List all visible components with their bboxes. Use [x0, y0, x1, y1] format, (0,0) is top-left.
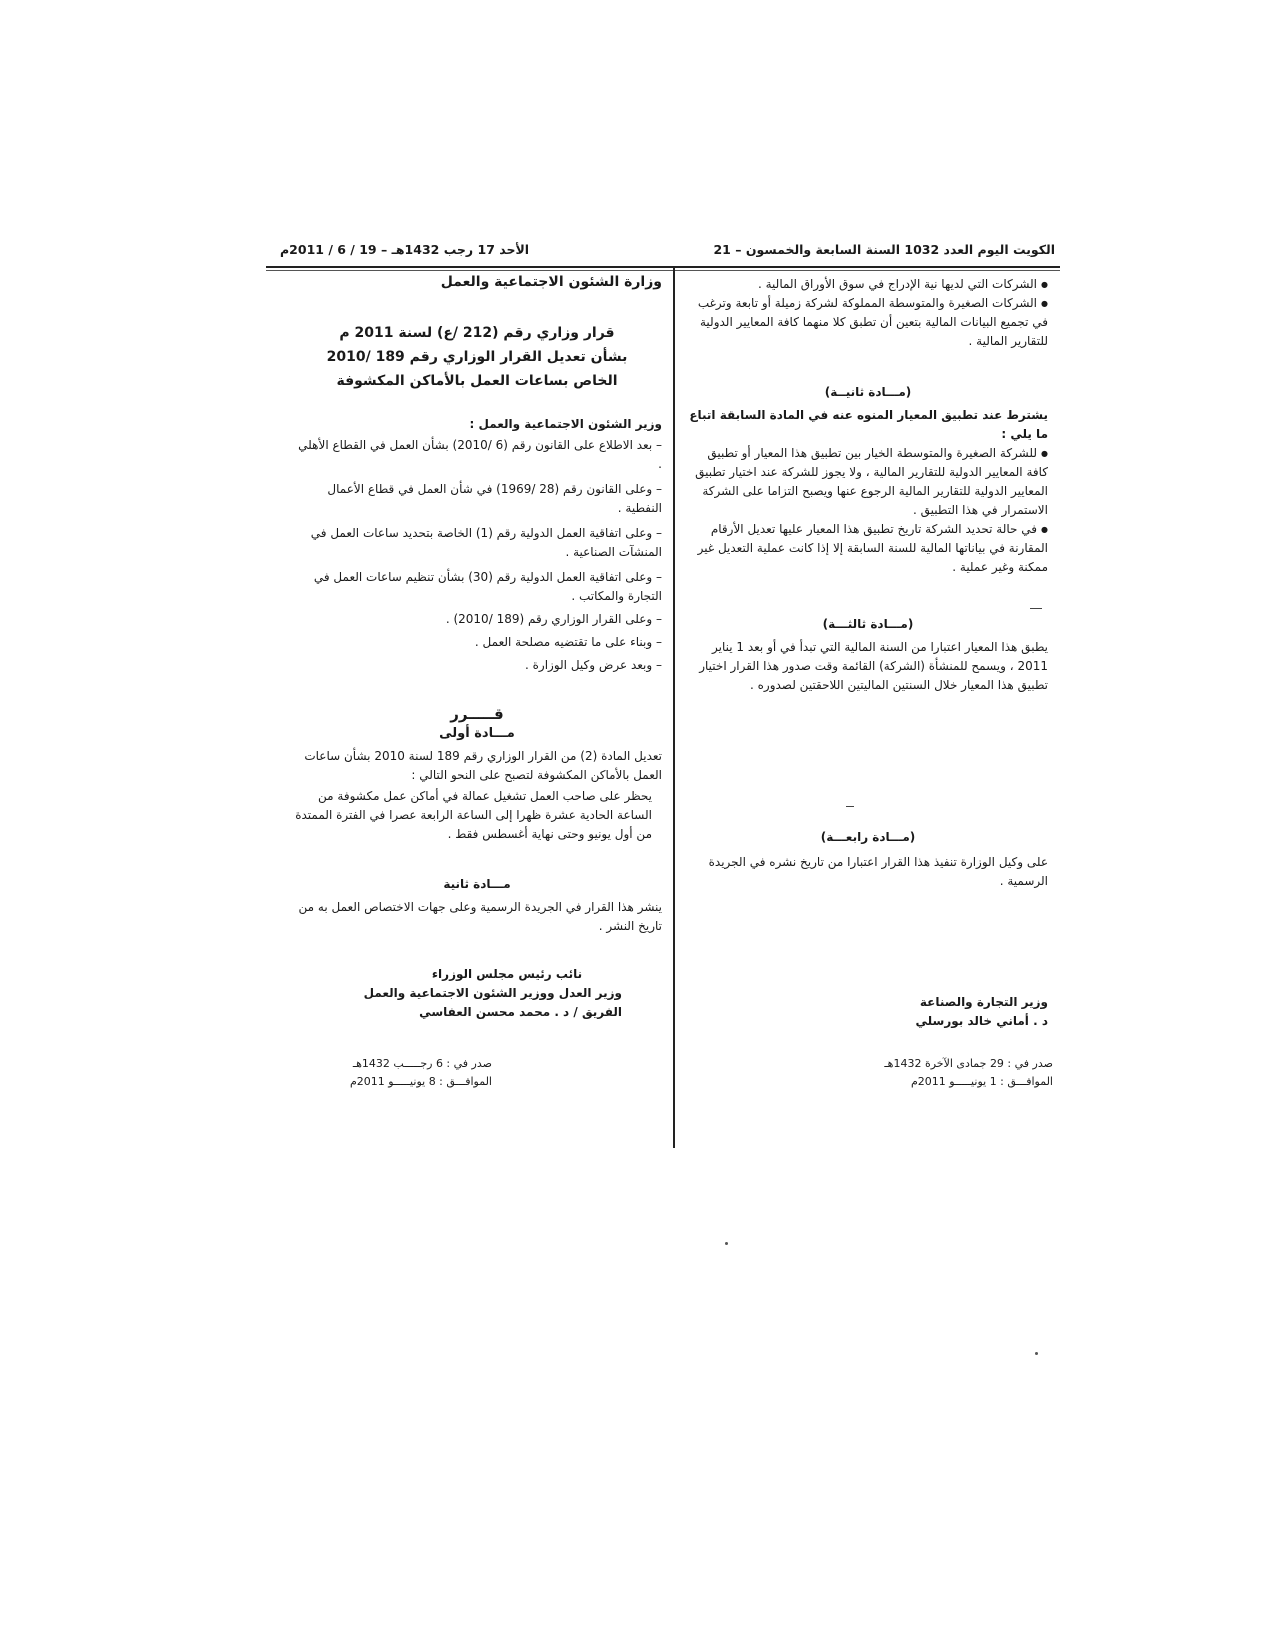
article-text: على وكيل الوزارة تنفيذ هذا القرار اعتبارا من تاريخ نشره في الجريدة الرسمية .: [708, 855, 1048, 888]
article-heading: (مـــادة رابعـــة): [820, 830, 916, 844]
decides-heading: قـــــرر: [450, 705, 504, 723]
article-heading: مـــادة ثانية: [443, 877, 511, 891]
article-bullet-1: ● للشركة الصغيرة والمتوسطة الخيار بين تطبيق هذا المعيار أو تطبيق كافة المعايير الدولية للتقارير المالية ، ولا يجوز للشركة عند اختيار تطبيق المعايير الدولية للتقارير المالية الرجوع عنها ويصبح التزاما على الشركة الاستمرار في هذا التطبيق .: [688, 444, 1048, 520]
right-article-4: [688, 828, 1048, 891]
preamble-item-5: – وعلى القرار الوزاري رقم (189 /2010) .: [445, 612, 662, 626]
minister-intro: وزير الشئون الاجتماعية والعمل :: [469, 417, 662, 431]
right-issued: [853, 1055, 1053, 1091]
ministry-name: وزارة الشئون الاجتماعية والعمل: [440, 274, 662, 290]
scan-mark: [846, 806, 854, 807]
intro-bullet-2: ● الشركات الصغيرة والمتوسطة المملوكة لشركة زميلة أو تابعة وترغب في تجميع البيانات المالية بتعين أن تطبق كلا منهما كافة المعايير الدولية للتقارير المالية .: [688, 294, 1048, 351]
decision-title-line-2: بشأن تعديل القرار الوزاري رقم 189 /2010: [326, 349, 628, 365]
left-issued: [292, 1055, 492, 1091]
signature-title: وزير التجارة والصناعة: [919, 995, 1048, 1009]
issued-line-2: الموافـــق : 1 يونيـــــو 2011م: [910, 1075, 1053, 1088]
preamble-item-3: – وعلى اتفاقية العمل الدولية رقم (1) الخاصة بتحديد ساعات العمل في المنشآت الصناعية .: [310, 526, 662, 559]
issued-line-2: الموافـــق : 8 يونيـــــو 2011م: [349, 1075, 492, 1088]
article-bullet-2: ● في حالة تحديد الشركة تاريخ تطبيق هذا المعيار عليها تعديل الأرقام المقارنة في بياناتها المالية للسنة السابقة إلا إذا كانت عملية التعديل غير ممكنة وغير عملية .: [688, 520, 1048, 577]
decision-title-line-3: الخاص بساعات العمل بالأماكن المكشوفة: [336, 373, 618, 389]
signature-line-1: نائب رئيس مجلس الوزراء: [431, 967, 583, 981]
right-article-2: [688, 383, 1048, 577]
signature-line-2: وزير العدل ووزير الشئون الاجتماعية والعمل: [363, 986, 622, 1000]
decision-title: [292, 321, 662, 393]
header-rule-thin: [266, 270, 1060, 271]
preamble-item-7: – وبعد عرض وكيل الوزارة .: [524, 658, 662, 672]
preamble-item-4: – وعلى اتفاقية العمل الدولية رقم (30) بشأن تنظيم ساعات العمل في التجارة والمكاتب .: [313, 570, 662, 603]
preamble-item-6: – وبناء على ما تقتضيه مصلحة العمل .: [474, 635, 662, 649]
preamble-item-2: – وعلى القانون رقم (28 /1969) في شأن العمل في قطاع الأعمال النفطية .: [327, 482, 662, 515]
column-divider: [673, 268, 675, 1148]
right-article-3: [688, 615, 1048, 695]
decision-title-line-1: قرار وزاري رقم (212 /ع) لسنة 2011 م: [339, 325, 615, 341]
article-quote: يحظر على صاحب العمل تشغيل عمالة في أماكن عمل مكشوفة من الساعة الحادية عشرة ظهرا إلى الساعة الرابعة عصرا في الفترة الممتدة من أول يونيو وحتى نهاية أغسطس فقط .: [295, 789, 652, 841]
scan-mark: [1030, 608, 1042, 609]
intro-bullets: [688, 275, 1048, 351]
intro-bullet-1: ● الشركات التي لديها نية الإدراج في سوق الأوراق المالية .: [688, 275, 1048, 294]
left-article-1: [292, 705, 662, 844]
article-intro: يشترط عند تطبيق المعيار المنوه عنه في المادة السابقة اتباع ما يلي :: [689, 408, 1048, 441]
scan-speck: [725, 1242, 728, 1245]
scan-speck: [1035, 1352, 1038, 1355]
article-heading: (مـــادة ثالثـــة): [822, 617, 914, 631]
issue-title: الكويت اليوم العدد 1032 السنة السابعة والخمسون – 21: [713, 242, 1055, 257]
issued-line-1: صدر في : 29 جمادى الآخرة 1432هـ: [884, 1057, 1053, 1070]
article-text: تعديل المادة (2) من القرار الوزاري رقم 189 لسنة 2010 بشأن ساعات العمل بالأماكن المكشوفة لتصبح على النحو التالي :: [304, 749, 662, 782]
article-heading: (مـــادة ثانيــة): [824, 385, 912, 399]
signature-line-3: الفريق / د . محمد محسن العفاسي: [419, 1005, 622, 1019]
issue-date: الأحد 17 رجب 1432هـ – 19 / 6 / 2011م: [280, 242, 530, 257]
header-rule: [266, 266, 1060, 268]
issued-line-1: صدر في : 6 رجـــــب 1432هـ: [352, 1057, 492, 1070]
page-header: [280, 242, 1055, 266]
article-text: يطبق هذا المعيار اعتبارا من السنة المالية التي تبدأ في أو بعد 1 يناير 2011 ، ويسمح للمنشأة (الشركة) القائمة وقت صدور هذا القرار اختيار تطبيق هذا المعيار خلال السنتين الماليتين اللاحقتين لصدوره .: [699, 640, 1048, 692]
left-article-2: [292, 875, 662, 936]
preamble: [292, 415, 662, 675]
left-signature: [322, 965, 622, 1022]
right-signature: [848, 993, 1048, 1031]
article-text: ينشر هذا القرار في الجريدة الرسمية وعلى جهات الاختصاص العمل به من تاريخ النشر .: [298, 900, 662, 933]
preamble-item-1: – بعد الاطلاع على القانون رقم (6 /2010) بشأن العمل في القطاع الأهلي .: [298, 438, 662, 471]
signature-name: د . أماني خالد بورسلي: [915, 1014, 1048, 1028]
article-heading: مـــادة أولى: [439, 726, 515, 741]
